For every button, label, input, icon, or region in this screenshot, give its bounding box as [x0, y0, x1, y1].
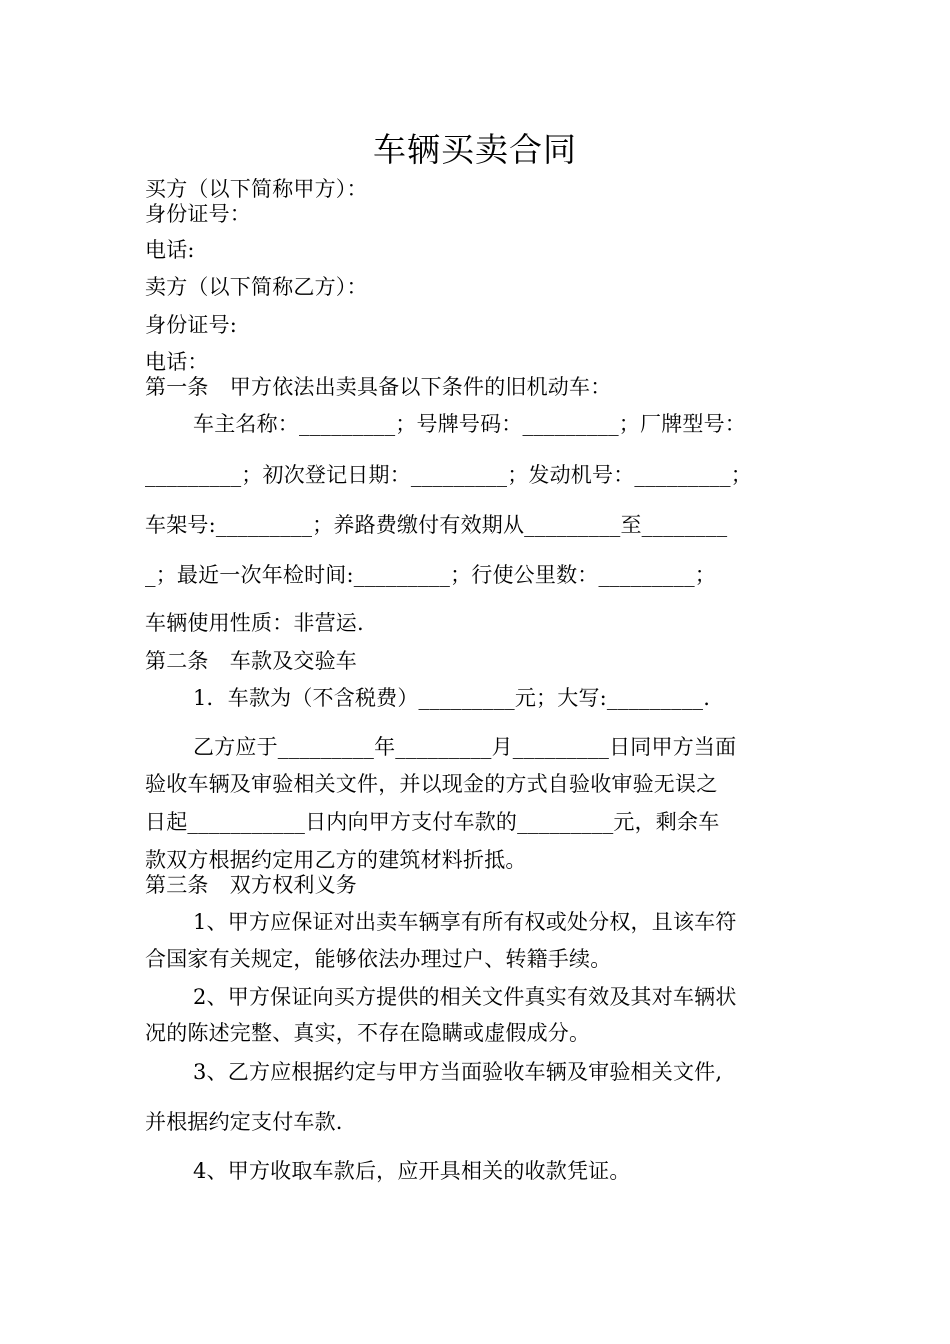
article-2-para-line-2: 验收车辆及审验相关文件，并以现金的方式自验收审验无误之	[145, 772, 718, 796]
article-2-item-1: 1．车款为（不含税费）_________元；大写:_________.	[193, 686, 711, 710]
article-3-item-1-line-1: 1、甲方应保证对出卖车辆享有所有权或处分权，且该车符	[193, 910, 737, 934]
article-1-line-3: 车架号:_________；养路费缴付有效期从_________至________	[145, 513, 728, 537]
article-2-heading: 第二条 车款及交验车	[145, 649, 357, 673]
article-2-para-line-3: 日起___________日内向甲方支付车款的_________元，剩余车	[145, 810, 720, 834]
buyer-phone-line: 电话:	[145, 238, 195, 262]
article-2-para-line-1: 乙方应于_________年_________月_________日同甲方当面	[193, 735, 737, 759]
vehicle-use-line: 车辆使用性质：非营运.	[145, 611, 364, 635]
article-3-item-3-line-1: 3、乙方应根据约定与甲方当面验收车辆及审验相关文件,	[193, 1060, 723, 1084]
article-1-line-1: 车主名称：_________；号牌号码：_________；厂牌型号：	[193, 412, 746, 436]
article-2-para-line-4: 款双方根据约定用乙方的建筑材料折抵。	[145, 848, 527, 872]
buyer-id-line: 身份证号：	[145, 202, 251, 226]
article-3-item-4: 4、甲方收取车款后，应开具相关的收款凭证。	[193, 1159, 631, 1183]
article-3-item-2-line-1: 2、甲方保证向买方提供的相关文件真实有效及其对车辆状	[193, 985, 737, 1009]
article-3-heading: 第三条 双方权利义务	[145, 873, 357, 897]
article-1-heading: 第一条 甲方依法出卖具备以下条件的旧机动车：	[145, 375, 612, 399]
article-3-item-2-line-2: 况的陈述完整、真实，不存在隐瞒或虚假成分。	[145, 1021, 591, 1045]
article-3-item-3-line-2: 并根据约定支付车款.	[145, 1110, 343, 1134]
article-3-item-1-line-2: 合国家有关规定，能够依法办理过户、转籍手续。	[145, 947, 612, 971]
seller-line: 卖方（以下简称乙方）：	[145, 275, 368, 299]
article-1-line-2: _________；初次登记日期：_________；发动机号：_________；	[145, 463, 752, 487]
document-title: 车辆买卖合同	[373, 130, 577, 169]
buyer-line: 买方（以下简称甲方）：	[145, 177, 368, 201]
seller-phone-line: 电话：	[145, 350, 209, 374]
article-1-line-4: _；最近一次年检时间:_________；行使公里数：_________；	[145, 563, 716, 587]
seller-id-line: 身份证号:	[145, 313, 238, 337]
